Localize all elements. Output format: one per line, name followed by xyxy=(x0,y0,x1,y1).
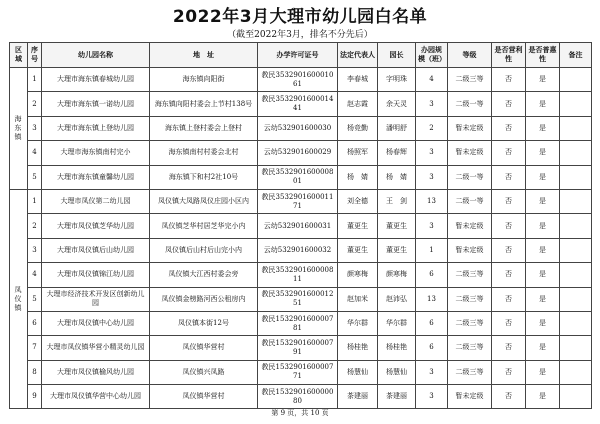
cell-grade-level: 暂未定级 xyxy=(448,385,492,409)
cell-kindergarten-name: 大理市凤仪镇锦江幼儿园 xyxy=(42,263,150,287)
cell-for-profit: 否 xyxy=(492,141,526,165)
cell-legal-representative: 董更生 xyxy=(338,238,378,262)
kindergarten-whitelist-table xyxy=(9,42,592,409)
cell-principal: 余天灵 xyxy=(378,92,416,116)
cell-license-number: 教民153290160000791 xyxy=(258,336,338,360)
table-row xyxy=(10,165,592,189)
cell-address: 海东镇下和村2社10号 xyxy=(150,165,258,189)
cell-inclusive: 是 xyxy=(526,214,560,238)
cell-grade-level: 二级三等 xyxy=(448,360,492,384)
table-row xyxy=(10,238,592,262)
cell-legal-representative: 华尔群 xyxy=(338,311,378,335)
cell-for-profit: 否 xyxy=(492,68,526,92)
cell-kindergarten-name: 大理市海东镇一诺幼儿园 xyxy=(42,92,150,116)
cell-license-number: 云幼532901600030 xyxy=(258,116,338,140)
cell-address: 凤仪镇华营村 xyxy=(150,336,258,360)
cell-address: 凤仪镇大江西村委会旁 xyxy=(150,263,258,287)
cell-principal: 华尔群 xyxy=(378,311,416,335)
cell-kindergarten-name: 大理市凤仪镇华营小精灵幼儿园 xyxy=(42,336,150,360)
cell-for-profit: 否 xyxy=(492,360,526,384)
cell-grade-level: 二级一等 xyxy=(448,165,492,189)
table-row xyxy=(10,311,592,335)
cell-license-number: 教民353290160000801 xyxy=(258,165,338,189)
cell-principal: 杨慧仙 xyxy=(378,360,416,384)
table-row xyxy=(10,336,592,360)
column-header: 是否普惠性 xyxy=(526,43,560,68)
cell-class-count: 6 xyxy=(416,311,448,335)
cell-serial-number: 4 xyxy=(28,141,42,165)
column-header: 园长 xyxy=(378,43,416,68)
cell-serial-number: 3 xyxy=(28,116,42,140)
cell-class-count: 3 xyxy=(416,214,448,238)
cell-for-profit: 否 xyxy=(492,116,526,140)
table-body xyxy=(10,68,592,409)
cell-kindergarten-name: 大理市凤仪镇芝华幼儿园 xyxy=(42,214,150,238)
cell-principal: 赵沛弘 xyxy=(378,287,416,311)
cell-address: 凤仪镇芝华村居芝华完小内 xyxy=(150,214,258,238)
table-row xyxy=(10,287,592,311)
cell-for-profit: 否 xyxy=(492,92,526,116)
cell-for-profit: 否 xyxy=(492,165,526,189)
column-header: 序号 xyxy=(28,43,42,68)
table-row xyxy=(10,141,592,165)
column-header: 等级 xyxy=(448,43,492,68)
cell-serial-number: 4 xyxy=(28,263,42,287)
cell-remark xyxy=(560,68,592,92)
cell-for-profit: 否 xyxy=(492,238,526,262)
cell-license-number: 教民353290160001441 xyxy=(258,92,338,116)
cell-kindergarten-name: 大理市海东镇上登幼儿园 xyxy=(42,116,150,140)
cell-kindergarten-name: 大理市凤仪第二幼儿园 xyxy=(42,189,150,213)
cell-address: 凤仪镇大凤路凤仪庄园小区内 xyxy=(150,189,258,213)
cell-license-number: 教民153290160000771 xyxy=(258,360,338,384)
cell-district: 海东镇 xyxy=(10,68,28,190)
cell-license-number: 教民353290160000811 xyxy=(258,263,338,287)
cell-grade-level: 暂未定级 xyxy=(448,214,492,238)
cell-license-number: 教民353290160001061 xyxy=(258,68,338,92)
cell-license-number: 教民353290160001251 xyxy=(258,287,338,311)
cell-legal-representative: 杨照军 xyxy=(338,141,378,165)
cell-remark xyxy=(560,92,592,116)
cell-principal: 潘明舒 xyxy=(378,116,416,140)
cell-address: 凤仪镇兴凤路 xyxy=(150,360,258,384)
cell-for-profit: 否 xyxy=(492,287,526,311)
table-header-row xyxy=(10,43,592,68)
cell-kindergarten-name: 大理市海东镇春城幼儿园 xyxy=(42,68,150,92)
cell-class-count: 6 xyxy=(416,263,448,287)
cell-principal: 杨桂艳 xyxy=(378,336,416,360)
cell-grade-level: 暂未定级 xyxy=(448,116,492,140)
cell-serial-number: 1 xyxy=(28,189,42,213)
column-header: 办园规模（班） xyxy=(416,43,448,68)
cell-serial-number: 6 xyxy=(28,311,42,335)
cell-address: 海东镇向阳街 xyxy=(150,68,258,92)
cell-address: 凤仪镇后山村后山完小内 xyxy=(150,238,258,262)
cell-inclusive: 是 xyxy=(526,116,560,140)
cell-inclusive: 是 xyxy=(526,336,560,360)
cell-remark xyxy=(560,311,592,335)
cell-grade-level: 二级三等 xyxy=(448,263,492,287)
cell-grade-level: 二级三等 xyxy=(448,68,492,92)
cell-remark xyxy=(560,141,592,165)
cell-remark xyxy=(560,263,592,287)
cell-for-profit: 否 xyxy=(492,263,526,287)
document-subtitle: （截至2022年3月，排名不分先后） xyxy=(227,30,373,40)
table-row xyxy=(10,68,592,92)
table-row xyxy=(10,189,592,213)
cell-class-count: 3 xyxy=(416,92,448,116)
cell-kindergarten-name: 大理市凤仪镇华营中心幼儿园 xyxy=(42,385,150,409)
cell-legal-representative: 赵志霞 xyxy=(338,92,378,116)
cell-principal: 董更生 xyxy=(378,238,416,262)
cell-serial-number: 5 xyxy=(28,165,42,189)
cell-address: 凤仪镇本街12号 xyxy=(150,311,258,335)
cell-principal: 杨春辉 xyxy=(378,141,416,165)
cell-kindergarten-name: 大理市凤仪镇后山幼儿园 xyxy=(42,238,150,262)
cell-for-profit: 否 xyxy=(492,189,526,213)
cell-for-profit: 否 xyxy=(492,385,526,409)
cell-principal: 董更生 xyxy=(378,214,416,238)
cell-address: 凤仪镇金榜路河西公租房内 xyxy=(150,287,258,311)
table-row xyxy=(10,360,592,384)
cell-inclusive: 是 xyxy=(526,68,560,92)
cell-principal: 杨 婧 xyxy=(378,165,416,189)
cell-remark xyxy=(560,238,592,262)
cell-inclusive: 是 xyxy=(526,311,560,335)
cell-legal-representative: 杨竞勤 xyxy=(338,116,378,140)
cell-kindergarten-name: 大理市海东镇南村完小 xyxy=(42,141,150,165)
table-row xyxy=(10,214,592,238)
cell-principal: 王 剑 xyxy=(378,189,416,213)
document-title: 2022年3月大理市幼儿园白名单 xyxy=(172,7,428,27)
table-row xyxy=(10,385,592,409)
cell-legal-representative: 杨桂艳 xyxy=(338,336,378,360)
cell-grade-level: 二级一等 xyxy=(448,189,492,213)
cell-inclusive: 是 xyxy=(526,165,560,189)
cell-inclusive: 是 xyxy=(526,238,560,262)
cell-class-count: 1 xyxy=(416,238,448,262)
cell-grade-level: 暂未定级 xyxy=(448,238,492,262)
cell-legal-representative: 颜寒梅 xyxy=(338,263,378,287)
cell-address: 凤仪镇华营村 xyxy=(150,385,258,409)
cell-for-profit: 否 xyxy=(492,336,526,360)
cell-class-count: 3 xyxy=(416,360,448,384)
column-header: 区域 xyxy=(10,43,28,68)
cell-kindergarten-name: 大理市海东镇童馨幼儿园 xyxy=(42,165,150,189)
cell-class-count: 13 xyxy=(416,287,448,311)
cell-inclusive: 是 xyxy=(526,92,560,116)
cell-license-number: 教民153290160000781 xyxy=(258,311,338,335)
column-header: 是否营利性 xyxy=(492,43,526,68)
cell-principal: 茶建丽 xyxy=(378,385,416,409)
cell-class-count: 2 xyxy=(416,116,448,140)
cell-license-number: 教民353290160001171 xyxy=(258,189,338,213)
table-row xyxy=(10,116,592,140)
cell-serial-number: 2 xyxy=(28,214,42,238)
cell-legal-representative: 杨慧仙 xyxy=(338,360,378,384)
column-header: 备注 xyxy=(560,43,592,68)
cell-kindergarten-name: 大理市凤仪镇榆风幼儿园 xyxy=(42,360,150,384)
cell-legal-representative: 董更生 xyxy=(338,214,378,238)
page-footer: 第 9 页，共 10 页 xyxy=(271,409,329,417)
cell-class-count: 3 xyxy=(416,165,448,189)
cell-legal-representative: 茶建丽 xyxy=(338,385,378,409)
cell-principal: 颜寒梅 xyxy=(378,263,416,287)
cell-principal: 字明珠 xyxy=(378,68,416,92)
cell-legal-representative: 杨 婧 xyxy=(338,165,378,189)
cell-class-count: 3 xyxy=(416,141,448,165)
column-header: 办学许可证号 xyxy=(258,43,338,68)
table-row xyxy=(10,92,592,116)
cell-license-number: 云幼532901600032 xyxy=(258,238,338,262)
cell-inclusive: 是 xyxy=(526,189,560,213)
column-header: 幼儿园名称 xyxy=(42,43,150,68)
cell-remark xyxy=(560,189,592,213)
cell-address: 海东镇向阳村委会上节村138号 xyxy=(150,92,258,116)
cell-serial-number: 2 xyxy=(28,92,42,116)
cell-grade-level: 二级三等 xyxy=(448,287,492,311)
cell-legal-representative: 赵加米 xyxy=(338,287,378,311)
cell-license-number: 教民153290160000080 xyxy=(258,385,338,409)
cell-inclusive: 是 xyxy=(526,360,560,384)
cell-remark xyxy=(560,165,592,189)
cell-license-number: 云幼532901600031 xyxy=(258,214,338,238)
cell-class-count: 13 xyxy=(416,189,448,213)
cell-remark xyxy=(560,287,592,311)
cell-for-profit: 否 xyxy=(492,214,526,238)
column-header: 地 址 xyxy=(150,43,258,68)
cell-remark xyxy=(560,360,592,384)
cell-kindergarten-name: 大理市经济技术开发区创新幼儿园 xyxy=(42,287,150,311)
cell-grade-level: 暂未定级 xyxy=(448,141,492,165)
cell-grade-level: 二级三等 xyxy=(448,311,492,335)
cell-class-count: 6 xyxy=(416,336,448,360)
cell-serial-number: 3 xyxy=(28,238,42,262)
cell-for-profit: 否 xyxy=(492,311,526,335)
cell-serial-number: 7 xyxy=(28,336,42,360)
cell-remark xyxy=(560,214,592,238)
cell-district: 凤仪镇 xyxy=(10,189,28,409)
cell-class-count: 3 xyxy=(416,385,448,409)
cell-address: 海东镇南村村委会北村 xyxy=(150,141,258,165)
cell-inclusive: 是 xyxy=(526,141,560,165)
cell-remark xyxy=(560,336,592,360)
cell-license-number: 云幼532901600029 xyxy=(258,141,338,165)
cell-inclusive: 是 xyxy=(526,287,560,311)
column-header: 法定代表人 xyxy=(338,43,378,68)
cell-inclusive: 是 xyxy=(526,263,560,287)
cell-serial-number: 5 xyxy=(28,287,42,311)
cell-remark xyxy=(560,385,592,409)
cell-legal-representative: 刘全德 xyxy=(338,189,378,213)
cell-serial-number: 8 xyxy=(28,360,42,384)
cell-serial-number: 1 xyxy=(28,68,42,92)
cell-class-count: 4 xyxy=(416,68,448,92)
cell-grade-level: 二级一等 xyxy=(448,92,492,116)
cell-remark xyxy=(560,116,592,140)
cell-inclusive: 是 xyxy=(526,385,560,409)
cell-kindergarten-name: 大理市凤仪镇中心幼儿园 xyxy=(42,311,150,335)
cell-legal-representative: 李春城 xyxy=(338,68,378,92)
cell-grade-level: 二级三等 xyxy=(448,336,492,360)
cell-serial-number: 9 xyxy=(28,385,42,409)
cell-address: 海东镇上登村委会上登村 xyxy=(150,116,258,140)
table-row xyxy=(10,263,592,287)
